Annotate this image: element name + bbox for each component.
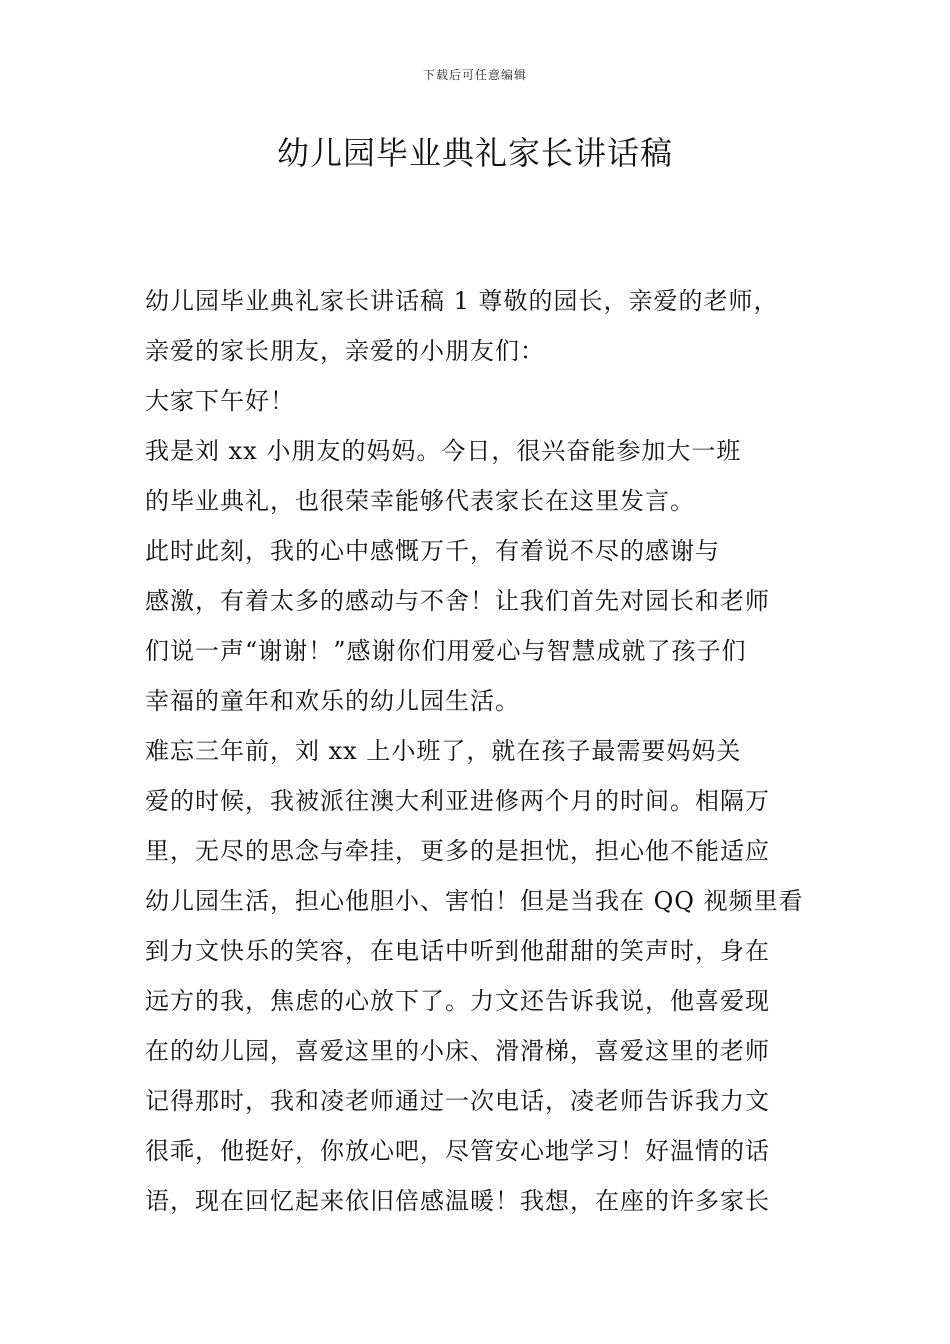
paragraph-line: 幼儿园毕业典礼家长讲话稿 1 尊敬的园长，亲爱的老师， [145,287,779,315]
paragraph-line: 们说一声“谢谢！”感谢你们用爱心与智慧成就了孩子们 [145,637,747,665]
paragraph-line: 的毕业典礼，也很荣幸能够代表家长在这里发言。 [145,487,695,515]
paragraph-line: 亲爱的家长朋友，亲爱的小朋友们： [145,337,545,365]
paragraph-3 [145,426,817,526]
paragraph-1 [145,276,817,376]
paragraph-line: 在的幼儿园，喜爱这里的小床、滑滑梯，喜爱这里的老师 [145,1037,770,1065]
paragraph-line: 远方的我，焦虑的心放下了。力文还告诉我说，他喜爱现 [145,987,770,1015]
paragraph-line: 难忘三年前，刘 xx 上小班了，就在孩子最需要妈妈关 [145,737,742,765]
document-title: 幼儿园毕业典礼家长讲话稿 [276,134,673,172]
paragraph-line: 大家下午好！ [145,387,295,415]
paragraph-4 [145,526,817,726]
paragraph-line: 此时此刻，我的心中感慨万千，有着说不尽的感谢与 [145,537,720,565]
paragraph-line: 幸福的童年和欢乐的幼儿园生活。 [145,687,520,715]
paragraph-line: 语，现在回忆起来依旧倍感温暖！我想，在座的许多家长 [145,1187,770,1215]
paragraph-line: 感激，有着太多的感动与不舍！让我们首先对园长和老师 [145,587,770,615]
header-note: 下载后可任意编辑 [422,68,527,82]
paragraph-line: 到力文快乐的笑容，在电话中听到他甜甜的笑声时，身在 [145,937,770,965]
document-body [145,276,817,1226]
paragraph-line: 里，无尽的思念与牵挂，更多的是担忧，担心他不能适应 [145,837,770,865]
paragraph-line: 幼儿园生活，担心他胆小、害怕！但是当我在 QQ 视频里看 [145,887,804,915]
paragraph-2 [145,376,817,426]
paragraph-5 [145,726,817,1226]
paragraph-line: 很乖，他挺好，你放心吧，尽管安心地学习！好温情的话 [145,1137,770,1165]
paragraph-line: 记得那时，我和凌老师通过一次电话，凌老师告诉我力文 [145,1087,770,1115]
paragraph-line: 我是刘 xx 小朋友的妈妈。今日，很兴奋能参加大一班 [145,437,742,465]
paragraph-line: 爱的时候，我被派往澳大利亚进修两个月的时间。相隔万 [145,787,770,815]
